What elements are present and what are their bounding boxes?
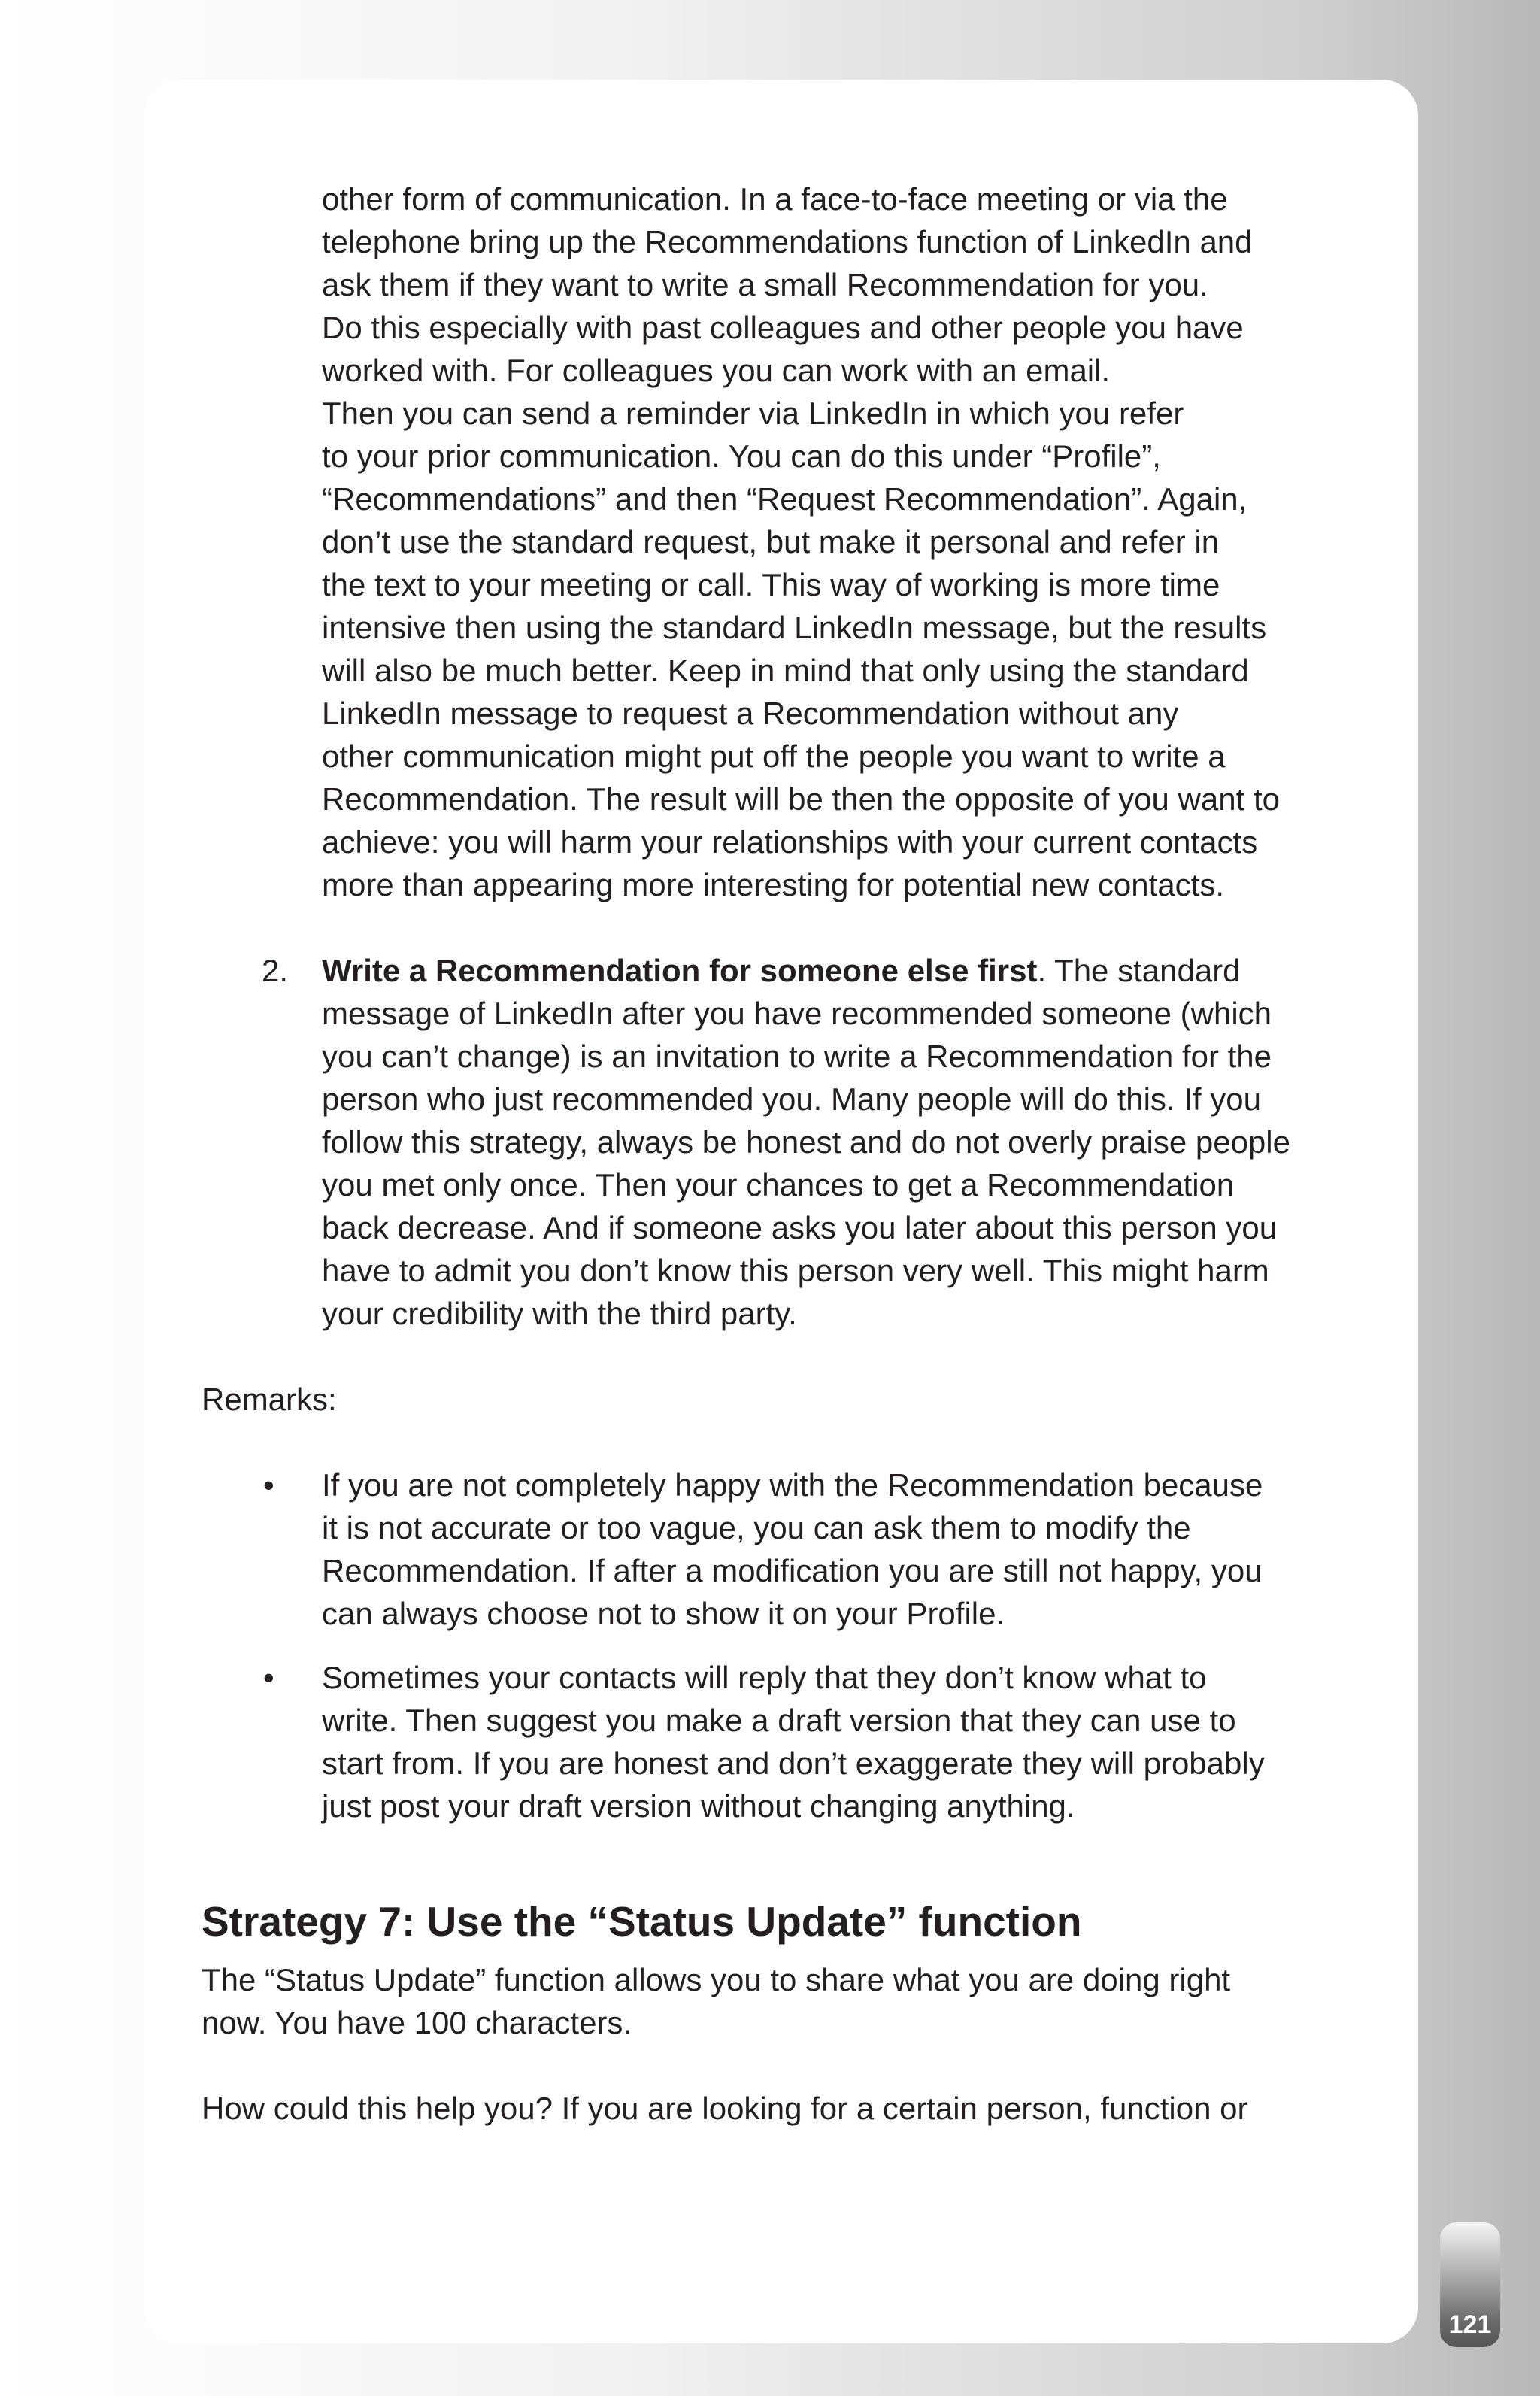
- text-line: person who just recommended you. Many people will do this. If you: [322, 1081, 1261, 1117]
- text-line: ask them if they want to write a small Recommendation for you.: [322, 267, 1208, 302]
- text-line: you met only once. Then your chances to get a Recommendation: [322, 1167, 1235, 1203]
- bullet-item: [202, 1463, 1360, 1635]
- text-line: “Recommendations” and then “Request Recommendation”. Again,: [322, 481, 1247, 517]
- text-line: Recommendation. The result will be then the opposite of you want to: [322, 781, 1280, 817]
- text-line: it is not accurate or too vague, you can ask them to modify the: [322, 1510, 1191, 1545]
- text-line: to your prior communication. You can do this under “Profile”,: [322, 438, 1161, 474]
- text-line: follow this strategy, always be honest and do not overly praise people: [322, 1124, 1290, 1160]
- text-line: will also be much better. Keep in mind that only using the standard: [322, 653, 1249, 688]
- text-line: Sometimes your contacts will reply that they don’t know what to: [322, 1660, 1207, 1695]
- text-line: achieve: you will harm your relationships with your current contacts: [322, 824, 1258, 860]
- text-line: back decrease. And if someone asks you later about this person you: [322, 1210, 1278, 1245]
- text-line: write. Then suggest you make a draft version that they can use to: [322, 1703, 1236, 1738]
- bullet-icon: •: [263, 1660, 274, 1695]
- text-line: telephone bring up the Recommendations function of LinkedIn and: [322, 224, 1253, 259]
- text-line: LinkedIn message to request a Recommendation without any: [322, 696, 1179, 731]
- text-line: more than appearing more interesting for potential new contacts.: [322, 867, 1225, 902]
- page-content: [202, 177, 1360, 2130]
- text-line: your credibility with the third party.: [322, 1296, 797, 1331]
- text-line: have to admit you don’t know this person very well. This might harm: [322, 1253, 1269, 1288]
- page-number: 121: [1448, 2310, 1492, 2339]
- text-line: Then you can send a reminder via LinkedIn in which you refer: [322, 396, 1184, 431]
- text-line: message of LinkedIn after you have recommended someone (which: [322, 996, 1272, 1031]
- remarks-label: Remarks:: [202, 1381, 337, 1417]
- list-number: 2.: [262, 953, 289, 988]
- numbered-item-2: [202, 949, 1360, 1335]
- section-heading: Strategy 7: Use the “Status Update” function: [202, 1898, 1082, 1945]
- bullet-item: [202, 1656, 1360, 1827]
- intro-paragraph: [322, 177, 1360, 906]
- text-line: intensive then using the standard LinkedIn message, but the results: [322, 610, 1267, 645]
- text-line: worked with. For colleagues you can work with an email.: [322, 353, 1111, 388]
- text-line: start from. If you are honest and don’t exaggerate they will probably: [322, 1745, 1265, 1781]
- text-line: don’t use the standard request, but make it personal and refer in: [322, 524, 1220, 560]
- text-line: just post your draft version without changing anything.: [322, 1788, 1075, 1824]
- text-line: How could this help you? If you are looking for a certain person, function or: [202, 2091, 1248, 2126]
- text-line: Recommendation. If after a modification you are still not happy, you: [322, 1553, 1263, 1588]
- text-line: The “Status Update” function allows you to share what you are doing right: [202, 1962, 1231, 1997]
- text-line: can always choose not to show it on your Profile.: [322, 1596, 1005, 1631]
- text-line: you can’t change) is an invitation to write a Recommendation for the: [322, 1039, 1272, 1074]
- text-line: now. You have 100 characters.: [202, 2005, 632, 2040]
- text-line: Do this especially with past colleagues and other people you have: [322, 310, 1244, 345]
- text-line: If you are not completely happy with the Recommendation because: [322, 1467, 1263, 1503]
- text-line: other form of communication. In a face-to-face meeting or via the: [322, 181, 1228, 217]
- bullet-icon: •: [263, 1467, 274, 1503]
- text-line: other communication might put off the people you want to write a: [322, 739, 1226, 774]
- item-heading-rest: . The standard: [1037, 953, 1241, 988]
- text-line: [322, 949, 1360, 992]
- text-line: the text to your meeting or call. This way of working is more time: [322, 567, 1220, 602]
- item-heading: Write a Recommendation for someone else first: [322, 953, 1038, 988]
